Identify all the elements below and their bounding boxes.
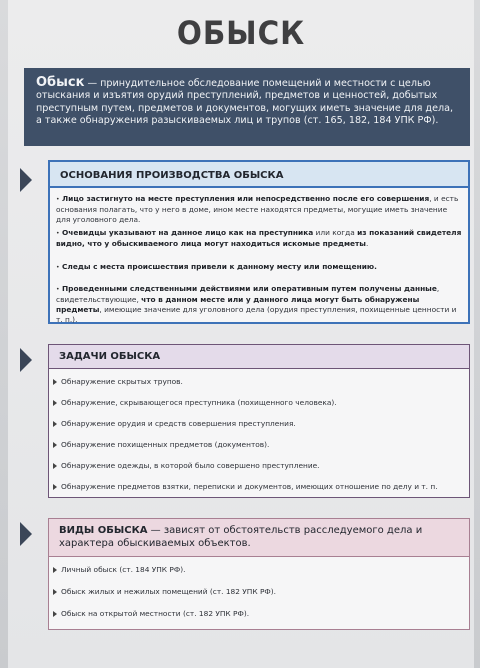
list-item: • Очевидцы указывают на данное лицо как на преступника или когда из показаний свидетеля видно, что у обыскиваемого лица могут находиться искомые предметы. (56, 228, 462, 248)
definition-term: Обыск (36, 75, 85, 90)
list-item: Обнаружение, скрывающегося преступника (похищенного человека). (55, 398, 463, 408)
poster (8, 0, 474, 668)
list-item: • Следы с места происшествия привели к данному месту или помещению. (56, 262, 377, 271)
list-item: Обыск на открытой местности (ст. 182 УПК РФ). (55, 609, 463, 619)
list-item: • Проведенными следственными действиями или оперативным путем получены данные, свидетельствующие, что в данном месте или у данного лица могут быть обнаружены предметы, имеющие значение для уголовного дела (орудия преступления, похищенные ценности и т. п.). (56, 284, 457, 324)
section-arrow-icon (20, 522, 32, 546)
tasks-section (48, 344, 470, 498)
triangle-bullet-icon (53, 421, 57, 427)
list-item: Обнаружение предметов взятки, переписки и документов, имеющих отношение по делу и т. п. (55, 482, 463, 492)
triangle-bullet-icon (53, 442, 57, 448)
triangle-bullet-icon (53, 589, 57, 595)
list-item: Личный обыск (ст. 184 УПК РФ). (55, 565, 463, 575)
list-item: Обнаружение похищенных предметов (документов). (55, 440, 463, 450)
section-arrow-icon (20, 168, 32, 192)
bullet-icon: • (56, 230, 60, 237)
bullet-icon: • (56, 264, 60, 271)
bullet-icon: • (56, 286, 60, 293)
list-item: • Лицо застигнуто на месте преступления или непосредственно после его совершения, и есть основания полагать, что у него в доме, ином месте находятся предметы, могущие иметь значение для уголовного дела. (56, 194, 459, 224)
list-item: Обнаружение скрытых трупов. (55, 377, 463, 387)
types-header: ВИДЫ ОБЫСКА — зависят от обстоятельств расследуемого дела и характера обыскиваемых объектов. (49, 519, 469, 557)
list-item: Обыск жилых и нежилых помещений (ст. 182 УПК РФ). (55, 587, 463, 597)
definition-block (24, 68, 470, 146)
list-item: Обнаружение одежды, в которой было совершено преступление. (55, 461, 463, 471)
triangle-bullet-icon (53, 611, 57, 617)
section-arrow-icon (20, 348, 32, 372)
bullet-icon: • (56, 196, 60, 203)
definition-text: — принудительное обследование помещений и местности с целью отыскания и изъятия орудий преступлений, предметов и ценностей, добытых преступным путем, предметов и документов, могущих иметь значение для дела, а также обнаружения разыскиваемых лиц и трупов (ст. 165, 182, 184 УПК РФ). (36, 78, 454, 127)
triangle-bullet-icon (53, 463, 57, 469)
triangle-bullet-icon (53, 379, 57, 385)
types-section (48, 518, 470, 630)
triangle-bullet-icon (53, 484, 57, 490)
grounds-section (48, 160, 470, 324)
triangle-bullet-icon (53, 400, 57, 406)
triangle-bullet-icon (53, 567, 57, 573)
tasks-header: ЗАДАЧИ ОБЫСКА (49, 345, 469, 369)
list-item: Обнаружение орудия и средств совершения преступления. (55, 419, 463, 429)
grounds-header: ОСНОВАНИЯ ПРОИЗВОДСТВА ОБЫСКА (50, 162, 468, 188)
page-title: ОБЫСК (176, 14, 306, 52)
